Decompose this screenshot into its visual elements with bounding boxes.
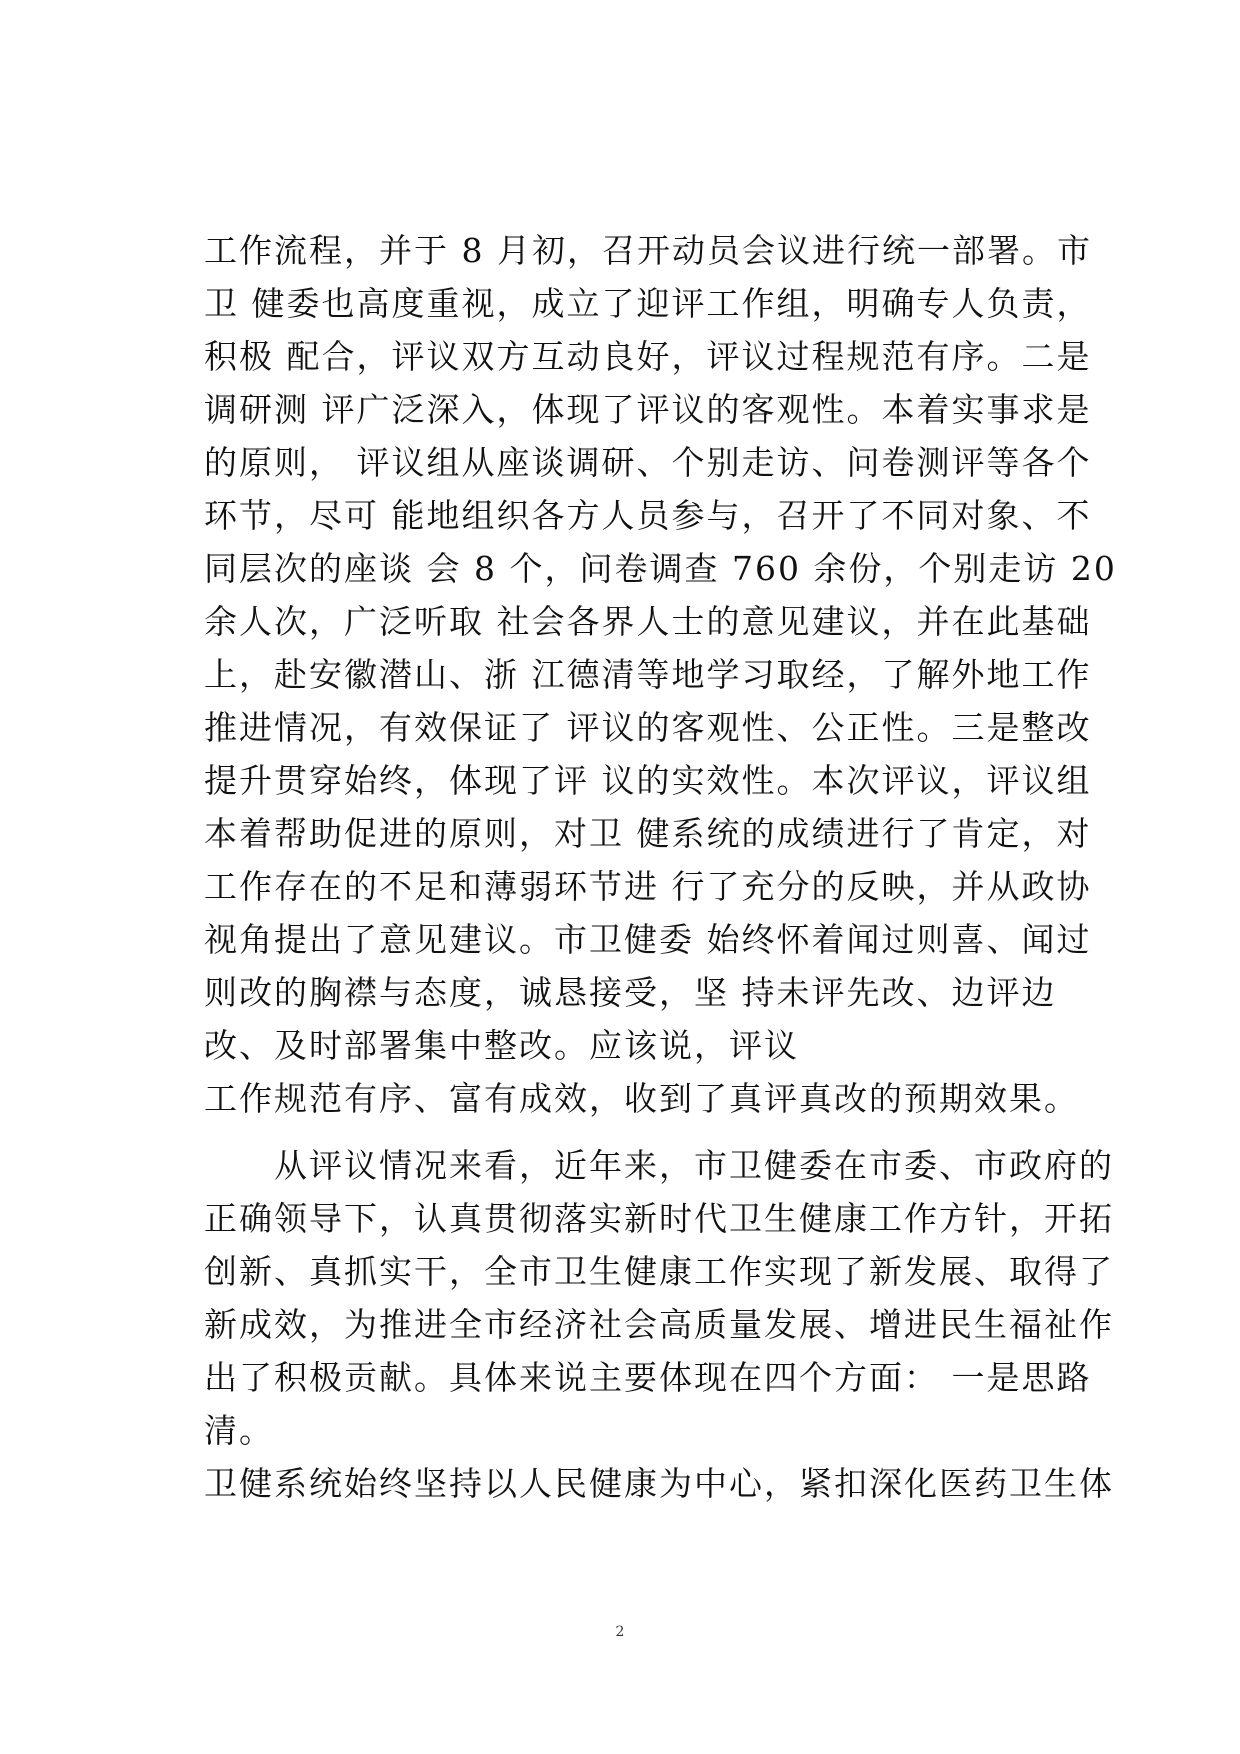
text-line: 上，赴安徽潜山、浙 江德清等地学习取经，了解外地工作 (204, 655, 1092, 694)
text-line: 本着帮助促进的原则，对卫 健系统的成绩进行了肯定，对 (204, 814, 1092, 853)
text-line: 环节，尽可 能地组织各方人员参与，召开了不同对象、不 (204, 496, 1092, 535)
text-line: 卫健系统始终坚持以人民健康为中心，紧扣深化医药卫生体 (204, 1464, 1114, 1503)
text-line: 清。 (204, 1411, 274, 1450)
body-text (204, 224, 1117, 1510)
text-line: 同层次的座谈 会 8 个，问卷调查 760 余份，个别走访 20 (204, 549, 1117, 588)
text-line: 余人次，广泛听取 社会各界人士的意见建议，并在此基础 (204, 602, 1092, 641)
text-line: 积极 配合，评议双方互动良好，评议过程规范有序。二是 (204, 337, 1092, 376)
text-line: 则改的胸襟与态度，诚恳接受，坚 持未评先改、边评边 (204, 973, 1057, 1012)
text-line: 的原则， 评议组从座谈调研、个别走访、问卷测评等各个 (204, 443, 1092, 482)
text-line: 出了积极贡献。具体来说主要体现在四个方面： 一是思路 (204, 1358, 1092, 1397)
text-line: 正确领导下，认真贯彻落实新时代卫生健康工作方针，开拓 (204, 1199, 1114, 1238)
text-line: 提升贯穿始终，体现了评 议的实效性。本次评议，评议组 (204, 761, 1092, 800)
text-line: 视角提出了意见建议。市卫健委 始终怀着闻过则喜、闻过 (204, 920, 1092, 959)
text-line: 调研测 评广泛深入，体现了评议的客观性。本着实事求是 (204, 390, 1092, 429)
page-number: 2 (615, 1624, 625, 1640)
text-line: 改、及时部署集中整改。应该说，评议 (204, 1026, 799, 1065)
paragraph-start-line: 从评议情况来看，近年来，市卫健委在市委、市政府的 (204, 1146, 1114, 1185)
text-line: 卫 健委也高度重视，成立了迎评工作组，明确专人负责， (204, 284, 1092, 323)
text-line: 工作流程，并于 8 月初，召开动员会议进行统一部署。市 (204, 231, 1092, 270)
text-line: 创新、真抓实干，全市卫生健康工作实现了新发展、取得了 (204, 1252, 1114, 1291)
text-line: 工作规范有序、富有成效，收到了真评真改的预期效果。 (204, 1079, 1079, 1118)
text-line: 新成效，为推进全市经济社会高质量发展、增进民生福祉作 (204, 1305, 1114, 1344)
text-line: 工作存在的不足和薄弱环节进 行了充分的反映，并从政协 (204, 867, 1092, 906)
text-line: 推进情况，有效保证了 评议的客观性、公正性。三是整改 (204, 708, 1092, 747)
